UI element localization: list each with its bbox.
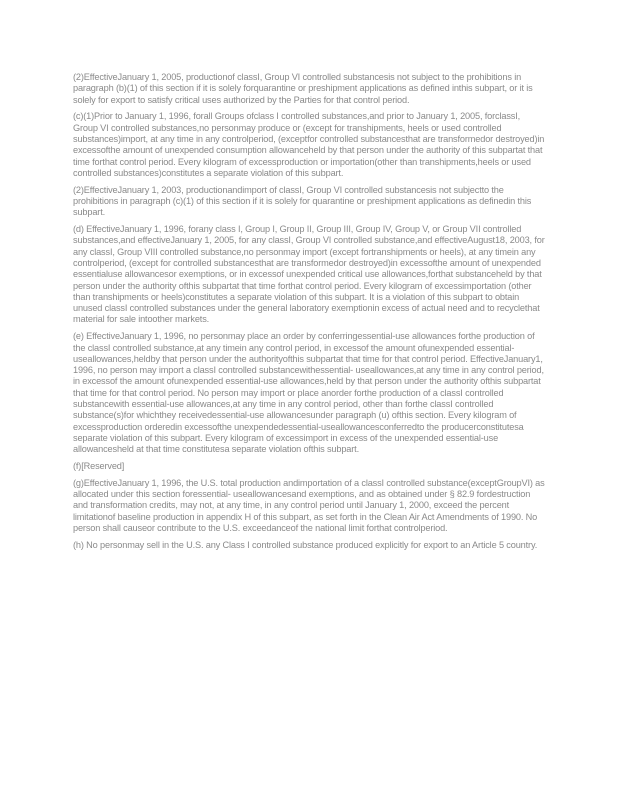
paragraph-f: (f)[Reserved] — [73, 461, 125, 471]
paragraph-h: (h) No personmay sell in the U.S. any Class I controlled substance produced explicitly for export to an Article 5 country. — [73, 539, 538, 550]
paragraph-d: (d) EffectiveJanuary 1, 1996, forany class I, Group I, Group II, Group III, Group IV, Group V, or Group VII controlled substances,and effectiveJanuary 1, 2005, for any classI, Group VI controlled substance,and effectiveAugust18, 2003, for any classI, Group VIII controlled substance,no personmay import (except fortranshipments or heels), at any timein any controlperiod, (except for controlled substancesthat are transformedor destroyed)in excessofthe amount of unexpended essentialuse allowancesor exemptions, or in excessof unexpended critical use allowances,forthat substanceheld by that person under the authority ofthis subpartat that time forthat control period. Every kilogram of excessimportation (other than transhipments or heels)constitutes a separate violation of this subpart. It is a violation of this subpart to obtain unused classI controlled substances under the general laboratory exemptionin excess of actual need and to recyclethat material for sale intoother markets. — [73, 224, 545, 325]
paragraph-c1: (c)(1)Prior to January 1, 1996, forall Groups ofclass I controlled substances,and prior to January 1, 2005, forclassI, Group VI controlled substances,no personmay produce or (except for transhipments, heels or used controlled substances)import, at any time in any controlperiod, (exceptfor controlled substancesthat are transformedor destroyed)in excessofthe amount of unexpended consumption allowanceheld by that person under the authority of this subpartat that time forthat control period. Every kilogram of excessproduction or importation(other than transhipments,heels or used controlled substances)constitutes a separate violation of this subpart. — [73, 111, 545, 178]
paragraph-c2: (2)EffectiveJanuary 1, 2003, productionandimport of classI, Group VI controlled substancesis not subjectto the prohibitions in paragraph (c)(1) of this section if it is solely for quarantine or preshipment applications as definedin this subpart. — [73, 184, 532, 218]
paragraph-g: (g)EffectiveJanuary 1, 1996, the U.S. total production andimportation of a classI controlled substance(exceptGroupVI) as allocated under this section foressential- useallowancesand exemptions, and as obtained under § 82.9 fordestruction and transformation credits, may not, at any time, in any control period until January 1, 2000, exceed the percent limitationof baseline production in appendix H of this subpart, as set forth in the Clean Air Act Amendments of 1990. No person shall causeor contribute to the U.S. exceedanceof the national limit forthat controlperiod. — [73, 477, 545, 533]
paragraph-a2: (2)EffectiveJanuary 1, 2005, productionof classI, Group VI controlled substancesis not subject to the prohibitions in paragraph (b)(1) of this section if it is solely forquarantine or preshipment applications as defined inthis subpart, or it is solely for export to satisfy critical uses authorized by the Parties for that control period. — [73, 72, 533, 105]
paragraph-e: (e) EffectiveJanuary 1, 1996, no personmay place an order by conferringessential-use allowances forthe production of the classI controlled substance,at any timein any control period, in excessof the amount ofunexpended essential-useallowances,heldby that person under the authorityofthis subpartat that time for that control period. EffectiveJanuary1, 1996, no person may import a classI controlled substancewithessential- useallowances,at any time in any control period, in excessof the amount ofunexpended essential-use allowances,held by that person under the authority ofthis subpartat that time for that control period. No person may import or place anorder forthe production of a classI controlled substancewith essential-use allowances,at any time in any control period, other than forthe classI controlled substance(s)for whichthey receivedessential-use allowancesunder paragraph (u) ofthis section. Every kilogram of excessproduction orderedin excessofthe unexpendedessential-useallowancesconferredto the producerconstitutesa separate violation of this subpart. Every kilogram of excessimport in excess of the unexpended essential-use allowancesheld at that time constitutesa separate violation ofthis subpart. — [73, 331, 544, 455]
document-page — [73, 72, 545, 557]
